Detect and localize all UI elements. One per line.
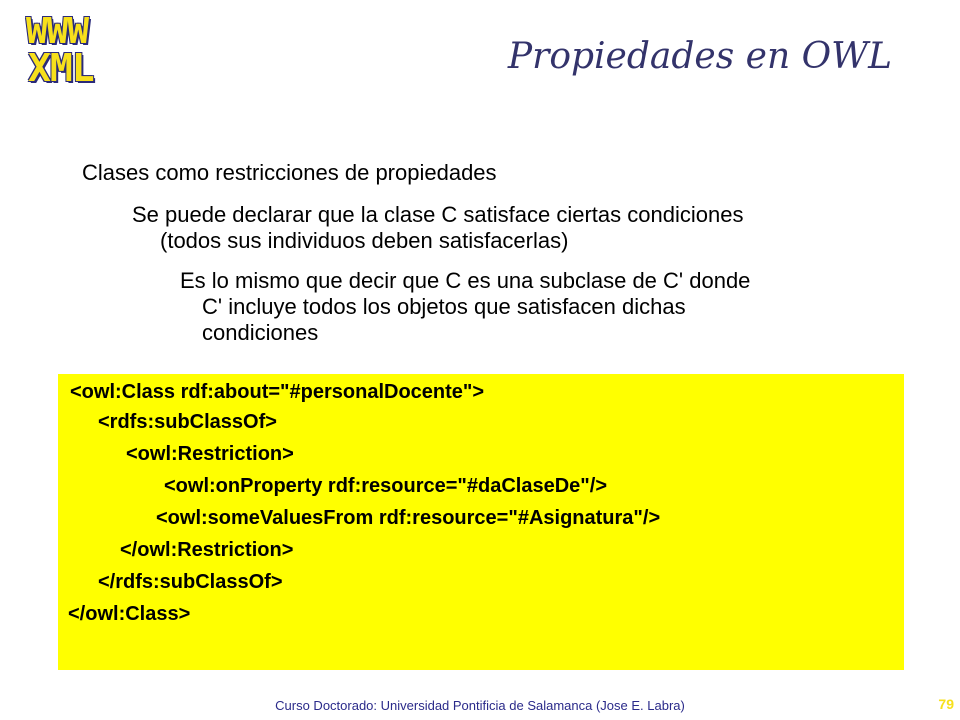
code-line-3: <owl:Restriction>: [126, 443, 294, 465]
slide-title: Propiedades en OWL: [507, 36, 892, 77]
code-line-1: <owl:Class rdf:about="#personalDocente">: [70, 381, 485, 403]
code-line-7: </rdfs:subClassOf>: [98, 571, 283, 593]
logo-www-text: WWW: [26, 11, 89, 52]
bullet-level2-line1: Se puede declarar que la clase C satisface ciertas condiciones: [132, 202, 744, 227]
bullet-level3-line3: condiciones: [202, 320, 319, 345]
www-xml-logo: [24, 12, 124, 88]
page-number: 79: [938, 696, 954, 712]
bullet-level1: Clases como restricciones de propiedades: [82, 160, 497, 185]
code-line-2: <rdfs:subClassOf>: [98, 411, 277, 433]
code-line-8: </owl:Class>: [68, 603, 191, 625]
code-line-5: <owl:someValuesFrom rdf:resource="#Asignatura"/>: [156, 507, 661, 529]
code-line-6: </owl:Restriction>: [120, 539, 294, 561]
bullet-level2: [132, 202, 892, 254]
bullet-level3: [180, 268, 900, 346]
code-block: [58, 374, 904, 670]
logo-xml-text: XML: [28, 46, 94, 90]
bullet-level3-line2: C' incluye todos los objetos que satisfacen dichas: [202, 294, 686, 319]
footer-text: Curso Doctorado: Universidad Pontificia de Salamanca (Jose E. Labra): [275, 698, 685, 713]
bullet-level2-line2: (todos sus individuos deben satisfacerlas): [160, 228, 569, 253]
code-line-4: <owl:onProperty rdf:resource="#daClaseDe"/>: [164, 475, 607, 497]
bullet-level3-line1: Es lo mismo que decir que C es una subclase de C' donde: [180, 268, 751, 293]
